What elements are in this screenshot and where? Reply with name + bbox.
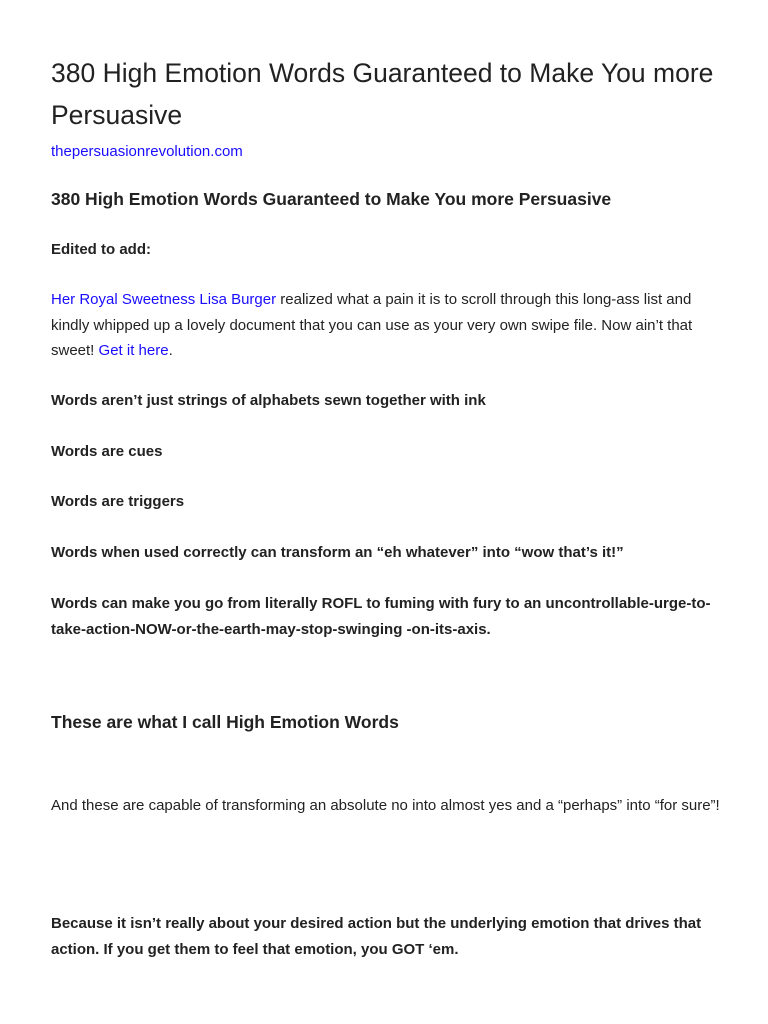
statement-triggers: Words are triggers — [51, 493, 185, 510]
intro-paragraph — [51, 287, 723, 364]
statement-strings: Words aren’t just strings of alphabets sewn together with ink — [51, 392, 486, 409]
statement-cues: Words are cues — [51, 443, 163, 460]
source-link[interactable]: thepersuasionrevolution.com — [51, 143, 243, 160]
section-heading: These are what I call High Emotion Words — [51, 712, 399, 732]
intro-text-end: . — [168, 342, 173, 359]
document-title: 380 High Emotion Words Guaranteed to Make You more Persuasive — [51, 58, 714, 130]
closing-paragraph: Because it isn’t really about your desired action but the underlying emotion that drives that action. If you get them to feel that emotion, you GOT ‘em. — [51, 915, 702, 958]
article-heading: 380 High Emotion Words Guaranteed to Make You more Persuasive — [51, 189, 612, 209]
get-it-here-link[interactable]: Get it here — [98, 342, 169, 359]
transform-paragraph: And these are capable of transforming an absolute no into almost yes and a “perhaps” into “for sure”! — [51, 797, 720, 814]
statement-transform: Words when used correctly can transform an “eh whatever” into “wow that’s it!” — [51, 544, 624, 561]
edited-label: Edited to add: — [51, 241, 151, 258]
author-link[interactable]: Her Royal Sweetness Lisa Burger — [51, 291, 277, 308]
intro-text: realized what a pain it is to scroll through this long-ass list and kindly whipped up a lovely document that you can use as your very own swipe file. Now ain’t that sweet! — [51, 291, 693, 359]
statement-rofl: Words can make you go from literally ROFL to fuming with fury to an uncontrollable-urge-to-take-action-NOW-or-the-earth-may-stop-swinging -on-its-axis. — [51, 595, 711, 638]
